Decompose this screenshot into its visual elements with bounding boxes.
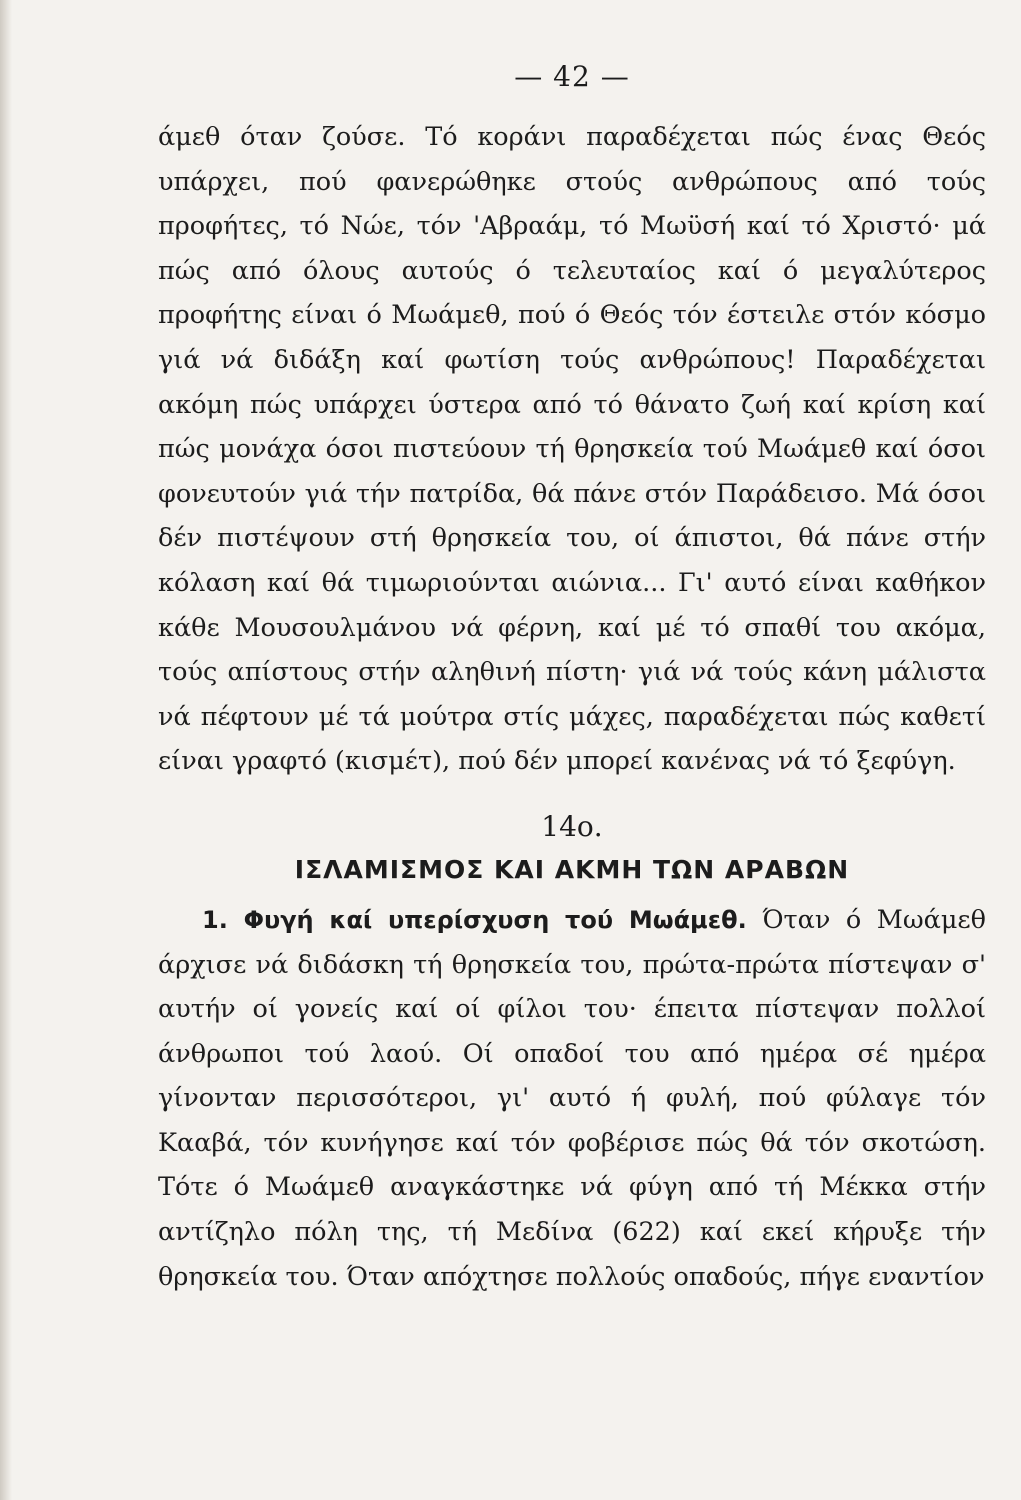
paragraph-1: άμεθ όταν ζούσε. Τό κοράνι παραδέχεται πώς ένας Θεός υπάρχει, πού φανερώθηκε στούς ανθρώπους από τούς προφήτες, τό Νώε, τόν 'Αβραάμ, τό Μωϋσή καί τό Χριστό· μά πώς από όλους αυτούς ό τελευταίος καί ό μεγαλύτερος προφήτης είναι ό Μωάμεθ, πού ό Θεός τόν έστειλε στόν κόσμο γιά νά διδάξη καί φωτίση τούς ανθρώπους! Παραδέχεται ακόμη πώς υπάρχει ύστερα από τό θάνατο ζωή καί κρίση καί πώς μονάχα όσοι πιστεύουν τή θρησκεία τού Μωάμεθ καί όσοι φονευτούν γιά τήν πατρίδα, θά πάνε στόν Παράδεισο. Μά όσοι δέν πιστέψουν στή θρησκεία του, οί άπιστοι, θά πάνε στήν κόλαση καί θά τιμωριούνται αιώνια... Γι' αυτό είναι καθήκον κάθε Μουσουλμάνου νά φέρνη, καί μέ τό σπαθί του ακόμα, τούς απίστους στήν αληθινή πίστη· γιά νά τούς κάνη μάλιστα νά πέφτουν μέ τά μούτρα στίς μάχες, παραδέχεται πώς καθετί είναι γραφτό (κισμέτ), πού δέν μπορεί κανένας νά τό ξεφύγη. xyxy=(158,122,986,777)
body-text xyxy=(158,115,986,784)
page-number: — 42 — xyxy=(514,60,630,93)
page-edge-shadow xyxy=(0,0,12,1500)
book-page xyxy=(158,60,986,1299)
chapter-title: ΙΣΛΑΜΙΣΜΟΣ ΚΑΙ ΑΚΜΗ ΤΩΝ ΑΡΑΒΩΝ xyxy=(294,854,850,884)
chapter-number: 14ο. xyxy=(541,809,603,843)
section-title: 1. Φυγή καί υπερίσχυση τού Μωάμεθ. xyxy=(202,905,747,934)
section-text: Όταν ό Μωάμεθ άρχισε νά διδάσκη τή θρησκεία του, πρώτα-πρώτα πίστεψαν σ' αυτήν οί γονείς καί οί φίλοι του· έπειτα πίστεψαν πολλοί άνθρωποι τού λαού. Οί οπαδοί του από ημέρα σέ ημέρα γίνονταν περισσότεροι, γι' αυτό ή φυλή, πού φύλαγε τόν Κααβά, τόν κυνήγησε καί τόν φοβέρισε πώς θά τόν σκοτώση. Τότε ό Μωάμεθ αναγκάστηκε νά φύγη από τή Μέκκα στήν αντίζηλο πόλη της, τή Μεδίνα (622) καί εκεί κήρυξε τήν θρησκεία του. Όταν απόχτησε πολλούς οπαδούς, πήγε εναντίον xyxy=(158,904,986,1292)
section-paragraph xyxy=(158,898,986,1299)
section-1 xyxy=(158,898,986,1299)
